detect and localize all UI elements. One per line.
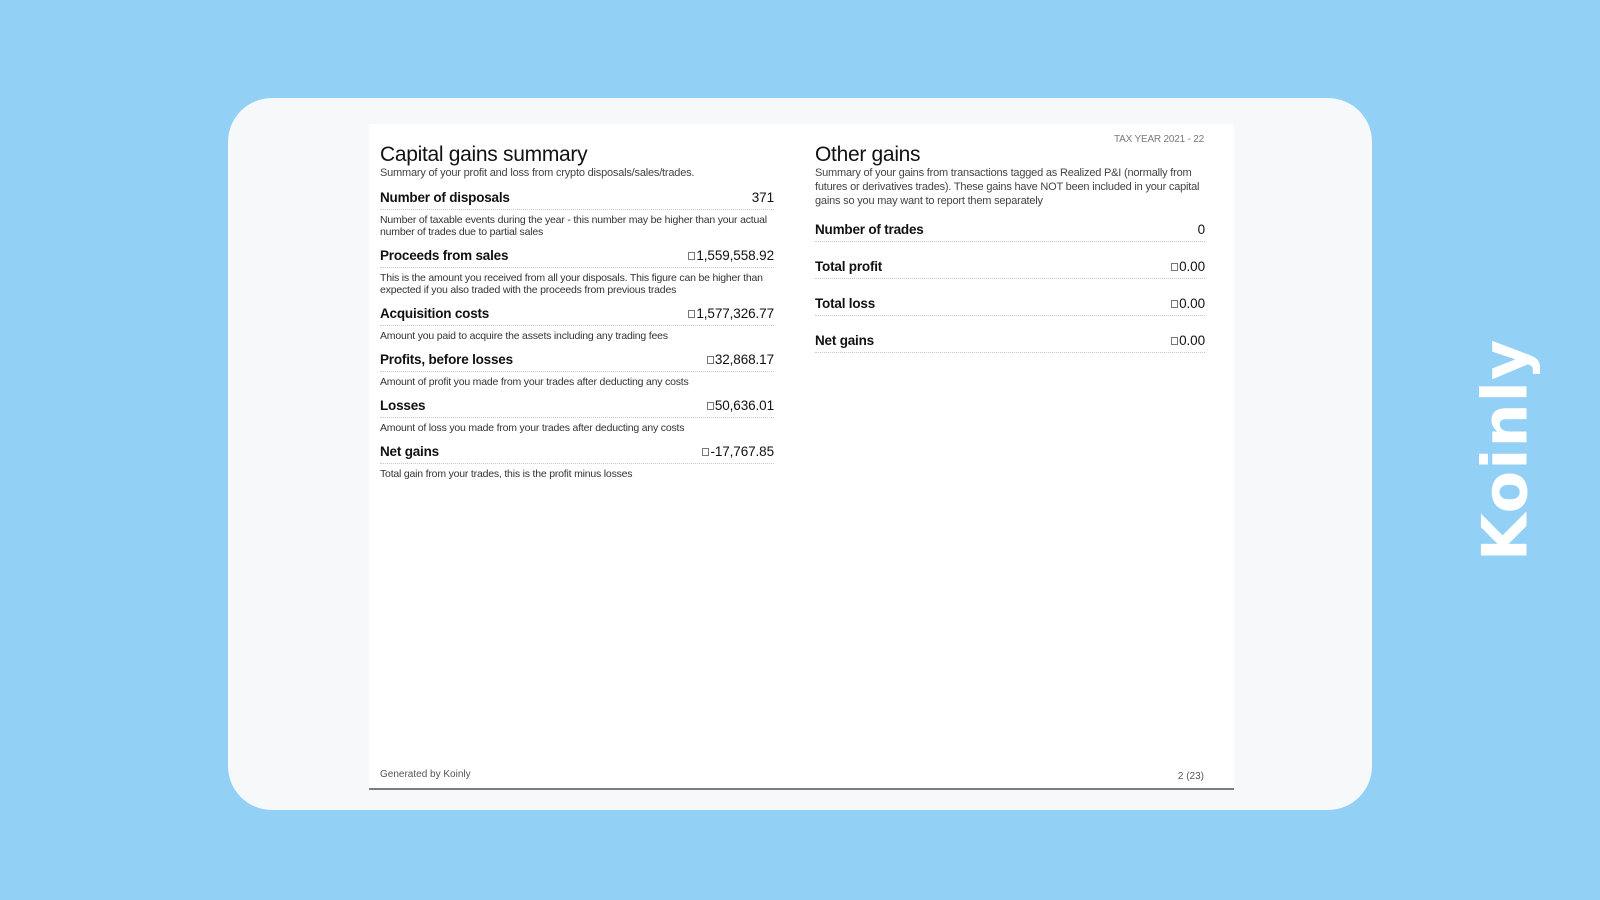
row-description: Amount of profit you made from your trades after deducting any costs: [380, 376, 689, 388]
row-losses: [380, 398, 774, 434]
currency-icon: [1171, 263, 1178, 271]
row-value: -17,767.85: [702, 444, 774, 459]
row-description: Number of taxable events during the year - this number may be higher than your actual number of trades due to partial sales: [380, 214, 767, 238]
row-label: Total loss: [815, 296, 876, 311]
row-label: Number of trades: [815, 222, 924, 237]
row-value: 0.00: [1171, 333, 1205, 348]
row-proceeds-from-sales: [380, 248, 774, 296]
currency-icon: [688, 252, 695, 260]
row-description: This is the amount you received from all your disposals. This figure can be higher than expected if you also traded with the proceeds from previous trades: [380, 272, 763, 296]
row-label: Proceeds from sales: [380, 248, 509, 263]
currency-icon: [702, 448, 709, 456]
row-value: 0: [1197, 222, 1205, 237]
row-other-net-gains: [815, 333, 1205, 353]
row-profits-before-losses: [380, 352, 774, 388]
capital-gains-section: [380, 142, 774, 480]
page-bottom-rule: [369, 788, 1234, 790]
capital-gains-subtitle: Summary of your profit and loss from crypto disposals/sales/trades.: [380, 167, 695, 179]
row-description: Amount of loss you made from your trades after deducting any costs: [380, 422, 685, 434]
tax-year-label: TAX YEAR 2021 - 22: [1114, 134, 1204, 145]
row-value: 1,577,326.77: [688, 306, 774, 321]
row-label: Number of disposals: [380, 190, 510, 205]
row-label: Total profit: [815, 259, 883, 274]
row-acquisition-costs: [380, 306, 774, 342]
currency-icon: [1171, 337, 1178, 345]
row-description: Total gain from your trades, this is the profit minus losses: [380, 468, 633, 480]
row-label: Net gains: [380, 444, 439, 459]
row-number-of-trades: [815, 222, 1205, 242]
footer-page-number: 2 (23): [1177, 771, 1204, 782]
row-value: 1,559,558.92: [688, 248, 774, 263]
other-gains-rows: [815, 222, 1205, 353]
other-gains-title: Other gains: [815, 143, 921, 166]
row-value: 50,636.01: [707, 398, 774, 413]
report-page: [369, 124, 1234, 790]
row-value: 0.00: [1171, 296, 1205, 311]
row-total-profit: [815, 259, 1205, 279]
currency-icon: [707, 356, 714, 364]
currency-icon: [1171, 300, 1178, 308]
other-gains-subtitle: Summary of your gains from transactions tagged as Realized P&I (normally from futures or derivatives trades). These gains have NOT been included in your capital gains so you may want to report them separately: [815, 167, 1200, 207]
row-value: 32,868.17: [707, 352, 774, 367]
capital-gains-title: Capital gains summary: [380, 143, 588, 166]
currency-icon: [688, 310, 695, 318]
koinly-logo: Koinly: [1468, 338, 1542, 562]
row-value: 371: [751, 190, 774, 205]
row-label: Profits, before losses: [380, 352, 513, 367]
footer-generated-by: Generated by Koinly: [380, 769, 471, 780]
row-number-of-disposals: [380, 190, 774, 238]
row-label: Losses: [380, 398, 426, 413]
row-description: Amount you paid to acquire the assets including any trading fees: [380, 330, 668, 342]
row-total-loss: [815, 296, 1205, 316]
row-value: 0.00: [1171, 259, 1205, 274]
row-label: Acquisition costs: [380, 306, 490, 321]
row-net-gains: [380, 444, 774, 480]
row-label: Net gains: [815, 333, 874, 348]
currency-icon: [707, 402, 714, 410]
other-gains-section: [815, 142, 1205, 353]
